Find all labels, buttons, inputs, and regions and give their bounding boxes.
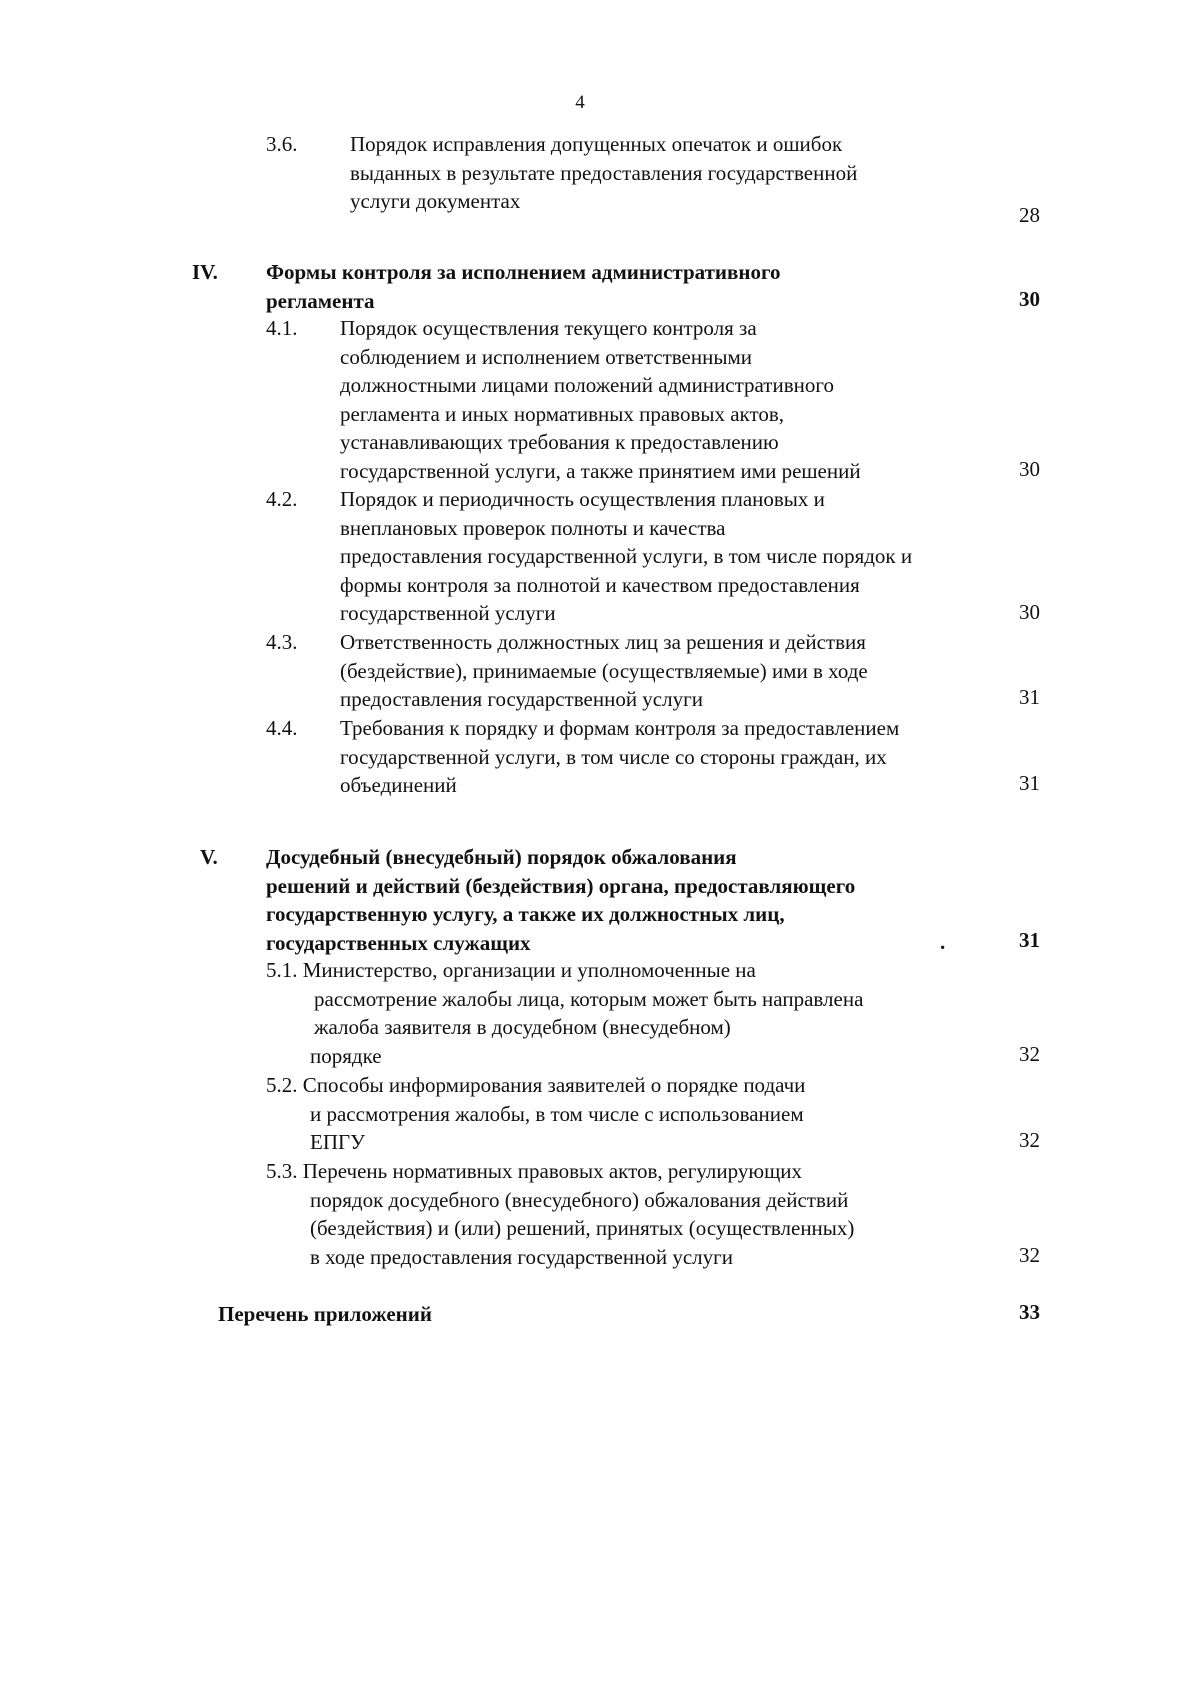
toc-item-3-6-title (350, 130, 857, 216)
toc-line: Формы контроля за исполнением административного (266, 260, 781, 284)
toc-item-5-2-page: 32 (1019, 1128, 1040, 1152)
section-iv-page: 30 (1019, 287, 1040, 311)
toc-line: Требования к порядку и формам контроля за предоставлением (340, 716, 900, 740)
toc-item-5-1 (266, 956, 863, 1070)
toc-line: предоставления государственной услуги (340, 687, 703, 711)
toc-line: государственной услуги, в том числе со стороны граждан, их (340, 744, 887, 769)
toc-item-5-3 (266, 1157, 854, 1271)
section-iv-title (266, 258, 780, 315)
toc-item-4-2-number: 4.2. (266, 487, 298, 511)
toc-item-5-3-number: 5.3. (266, 1159, 298, 1183)
toc-line: Досудебный (внесудебный) порядок обжалования (266, 845, 737, 869)
toc-item-5-3-page: 32 (1019, 1243, 1040, 1267)
toc-line: ЕПГУ (310, 1130, 366, 1154)
toc-line: Ответственность должностных лиц за решения и действия (340, 630, 866, 654)
toc-line: выданных в результате предоставления государственной (350, 160, 858, 185)
section-v-number: V. (200, 845, 218, 869)
toc-item-3-6-number: 3.6. (266, 132, 298, 156)
toc-line: предоставления государственной услуги, в том числе порядок и (340, 544, 913, 568)
toc-item-4-4-title (340, 714, 899, 800)
toc-line: (бездействие), принимаемые (осуществляемые) ими в ходе (340, 658, 868, 683)
toc-item-4-3-page: 31 (1019, 685, 1040, 709)
toc-line: жалоба заявителя в досудебном (внесудебном) (314, 1015, 731, 1039)
toc-item-4-4-page: 31 (1019, 771, 1040, 795)
toc-line: внеплановых проверок полноты и качества (340, 515, 726, 540)
toc-item-4-1-title (340, 314, 861, 485)
toc-line: рассмотрение жалобы лица, которым может быть направлена (314, 986, 864, 1011)
toc-line: услуги документах (350, 189, 521, 213)
toc-item-5-2-first-line: Способы информирования заявителей о порядке подачи (302, 1073, 806, 1097)
toc-line: Порядок осуществления текущего контроля за (340, 316, 757, 340)
toc-item-4-3-title (340, 628, 868, 714)
toc-line: (бездействия) и (или) решений, принятых (осуществленных) (310, 1216, 855, 1240)
toc-item-5-2-number: 5.2. (266, 1073, 298, 1097)
toc-line: Порядок исправления допущенных опечаток и ошибок (350, 132, 843, 156)
toc-item-4-3-number: 4.3. (266, 630, 298, 654)
toc-line: решений и действий (бездействия) органа, предоставляющего (266, 873, 856, 898)
toc-line: Порядок и периодичность осуществления плановых и (340, 487, 825, 511)
toc-line (266, 1071, 805, 1100)
page-number: 4 (575, 92, 585, 113)
toc-line: устанавливающих требования к предоставлению (340, 430, 779, 454)
toc-item-4-4-number: 4.4. (266, 716, 298, 740)
toc-line: государственную услугу, а также их должностных лиц, (266, 902, 785, 926)
stray-dot-mark: . (940, 930, 946, 954)
toc-item-5-1-first-line: Министерство, организации и уполномоченные на (302, 958, 756, 982)
toc-line: государственных служащих (266, 930, 531, 955)
toc-line: и рассмотрения жалобы, в том числе с использованием (310, 1101, 804, 1126)
section-v-title (266, 843, 855, 957)
toc-line: формы контроля за полнотой и качеством предоставления (340, 572, 860, 597)
toc-line: должностными лицами положений административного (340, 373, 834, 397)
toc-line: регламента и иных нормативных правовых актов, (340, 401, 785, 426)
section-v-page: 31 (1019, 928, 1040, 952)
toc-line (266, 956, 863, 985)
toc-line: порядке (310, 1043, 382, 1068)
toc-line (266, 1157, 854, 1186)
toc-item-4-1-number: 4.1. (266, 316, 298, 340)
toc-line: государственной услуги (340, 601, 556, 625)
toc-line: в ходе предоставления государственной услуги (310, 1244, 733, 1269)
toc-line: соблюдением и исполнением ответственными (340, 344, 752, 369)
toc-line: порядок досудебного (внесудебного) обжалования действий (310, 1187, 849, 1212)
toc-item-5-1-number: 5.1. (266, 958, 298, 982)
toc-item-5-2 (266, 1071, 805, 1157)
appendix-title: Перечень приложений (218, 1302, 432, 1326)
toc-item-3-6-page: 28 (1019, 203, 1040, 227)
toc-item-5-3-first-line: Перечень нормативных правовых актов, регулирующих (302, 1159, 802, 1183)
toc-line: регламента (266, 288, 375, 313)
toc-line: государственной услуги, а также принятием ими решений (340, 458, 861, 483)
toc-item-4-2-title (340, 485, 912, 628)
toc-item-5-1-page: 32 (1019, 1042, 1040, 1066)
toc-item-4-2-page: 30 (1019, 600, 1040, 624)
toc-line: объединений (340, 773, 457, 797)
appendix-page: 33 (1019, 1300, 1040, 1324)
toc-item-4-1-page: 30 (1019, 457, 1040, 481)
section-iv-number: IV. (192, 260, 218, 284)
